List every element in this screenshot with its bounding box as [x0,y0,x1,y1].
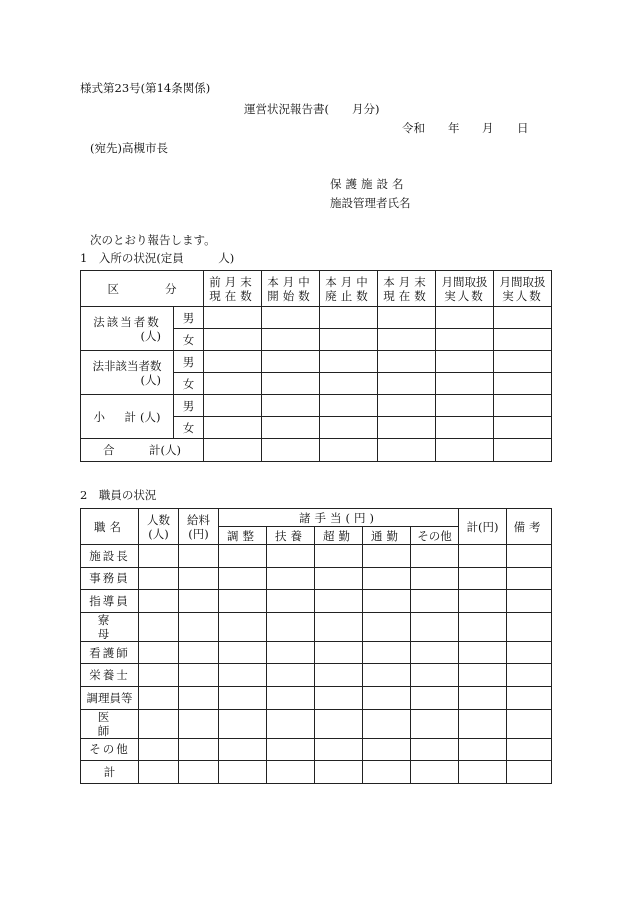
table-cell[interactable] [219,641,267,664]
gender-female: 女 [174,417,204,439]
table-cell[interactable] [363,686,411,709]
table-cell[interactable] [459,738,507,761]
gender-male: 男 [174,351,204,373]
table-cell[interactable] [139,664,179,687]
table-cell[interactable] [179,641,219,664]
table-cell[interactable] [179,545,219,568]
table-cell[interactable] [139,686,179,709]
table-cell[interactable] [459,567,507,590]
table-cell[interactable] [139,567,179,590]
table-cell[interactable] [219,545,267,568]
col-header-3: 本月中 廃止数 [320,271,378,307]
table-cell[interactable] [219,686,267,709]
table-cell[interactable] [139,590,179,613]
table-cell[interactable] [315,709,363,738]
table-cell[interactable] [262,417,320,439]
table-cell[interactable] [262,439,320,462]
row-label: 調理員等 [81,686,139,709]
col-header-4: 本月末 現在数 [378,271,436,307]
table-cell[interactable] [363,590,411,613]
table-cell[interactable] [378,307,436,329]
table-cell[interactable] [179,590,219,613]
table-cell[interactable] [179,709,219,738]
row-label: 指導員 [81,590,139,613]
table-cell[interactable] [507,738,552,761]
allowance-overtime: 超勤 [315,527,363,545]
group-label-applicable: 法該当者数 (人) [81,307,174,351]
table-cell[interactable] [315,641,363,664]
table-cell[interactable] [262,351,320,373]
table-cell[interactable] [378,417,436,439]
table-cell[interactable] [363,545,411,568]
table-cell[interactable] [459,761,507,784]
table-cell[interactable] [507,686,552,709]
table-cell[interactable] [267,664,315,687]
table-cell[interactable] [494,373,552,395]
table-cell[interactable] [507,612,552,641]
table-cell[interactable] [315,590,363,613]
table-cell[interactable] [378,351,436,373]
table-cell[interactable] [320,395,378,417]
table-cell[interactable] [204,307,262,329]
table-cell[interactable] [262,307,320,329]
table-cell[interactable] [267,709,315,738]
col-total-header: 計(円) [459,509,507,545]
table-cell[interactable] [411,738,459,761]
table-cell[interactable] [494,351,552,373]
row-label: 医師 [81,709,139,738]
table-cell[interactable] [320,351,378,373]
table-cell[interactable] [436,373,494,395]
table-cell[interactable] [219,709,267,738]
table-cell[interactable] [219,761,267,784]
table-cell[interactable] [378,439,436,462]
table-cell[interactable] [411,686,459,709]
table-cell[interactable] [507,761,552,784]
table-cell[interactable] [411,709,459,738]
table-cell[interactable] [411,641,459,664]
table-cell[interactable] [267,567,315,590]
table-cell[interactable] [204,395,262,417]
total-label: 合 計(人) [81,439,204,462]
table-cell[interactable] [320,417,378,439]
table-cell[interactable] [204,439,262,462]
table-cell[interactable] [320,439,378,462]
table-cell[interactable] [179,738,219,761]
table-cell[interactable] [267,612,315,641]
allowance-adjust: 調整 [219,527,267,545]
table-cell[interactable] [204,351,262,373]
table-cell[interactable] [494,329,552,351]
table-cell[interactable] [267,641,315,664]
table-cell[interactable] [139,709,179,738]
table-cell[interactable] [267,545,315,568]
table-cell[interactable] [459,545,507,568]
table-cell[interactable] [204,329,262,351]
table-cell[interactable] [315,545,363,568]
allowance-family: 扶養 [267,527,315,545]
table-cell[interactable] [436,439,494,462]
table-cell[interactable] [436,329,494,351]
row-label: その他 [81,738,139,761]
table-cell[interactable] [262,329,320,351]
date-era: 令和 [402,121,425,135]
table-cell[interactable] [320,329,378,351]
manager-name-label: 施設管理者氏名 [330,196,411,210]
table-cell[interactable] [219,664,267,687]
table-cell[interactable] [363,738,411,761]
table-cell[interactable] [219,567,267,590]
table-cell[interactable] [315,612,363,641]
col-count-header: 人数 (人) [139,509,179,545]
table-cell[interactable] [411,761,459,784]
table-cell[interactable] [507,664,552,687]
table-cell[interactable] [411,664,459,687]
table-cell[interactable] [139,545,179,568]
table-cell[interactable] [378,395,436,417]
table-cell[interactable] [179,664,219,687]
table-cell[interactable] [494,395,552,417]
table-cell[interactable] [507,590,552,613]
table-cell[interactable] [507,545,552,568]
table-cell[interactable] [179,686,219,709]
table-cell[interactable] [363,567,411,590]
table-cell[interactable] [411,590,459,613]
table-cell[interactable] [204,417,262,439]
col-header-1: 前月末 現在数 [204,271,262,307]
row-label: 事務員 [81,567,139,590]
form-number: 様式第23号(第14条関係) [80,81,211,95]
table-cell[interactable] [363,709,411,738]
table-cell[interactable] [494,417,552,439]
admission-status-table [80,270,552,462]
table-cell[interactable] [411,567,459,590]
table-cell[interactable] [363,664,411,687]
date-year: 年 [448,121,460,135]
gender-male: 男 [174,307,204,329]
section2-title: 2 職員の状況 [80,488,157,502]
table-cell[interactable] [436,351,494,373]
table-cell[interactable] [494,307,552,329]
document-title: 運営状況報告書( 月分) [244,102,380,116]
table-cell[interactable] [139,738,179,761]
table-cell[interactable] [459,590,507,613]
gender-female: 女 [174,329,204,351]
table-cell[interactable] [139,761,179,784]
table-cell[interactable] [315,664,363,687]
table-cell[interactable] [320,373,378,395]
table-cell[interactable] [179,612,219,641]
row-label: 寮母 [81,612,139,641]
corner-header: 区 分 [81,271,204,307]
table-cell[interactable] [219,590,267,613]
gender-male: 男 [174,395,204,417]
table-cell[interactable] [459,686,507,709]
allowance-other: その他 [411,527,459,545]
table-cell[interactable] [267,590,315,613]
table-cell[interactable] [507,709,552,738]
table-cell[interactable] [363,761,411,784]
row-label: 栄養士 [81,664,139,687]
row-label: 看護師 [81,641,139,664]
allowance-commute: 通勤 [363,527,411,545]
table-cell[interactable] [436,395,494,417]
table-cell[interactable] [219,738,267,761]
intro-text: 次のとおり報告します。 [90,233,216,247]
col-header-5: 月間取扱 実人数 [436,271,494,307]
table-cell[interactable] [139,641,179,664]
table-cell[interactable] [179,761,219,784]
addressee: (宛先)高槻市長 [90,141,168,155]
table-cell[interactable] [267,686,315,709]
col-remarks-header: 備考 [507,509,552,545]
table-cell[interactable] [315,567,363,590]
table-cell[interactable] [262,373,320,395]
staff-status-table [80,508,552,784]
table-cell[interactable] [179,567,219,590]
table-cell[interactable] [436,307,494,329]
col-allowance-header: 諸手当(円) [219,509,459,527]
table-cell[interactable] [378,373,436,395]
table-cell[interactable] [320,307,378,329]
table-cell[interactable] [411,612,459,641]
col-salary-header: 給料 (円) [179,509,219,545]
group-label-non-applicable: 法非該当者数 (人) [81,351,174,395]
table-cell[interactable] [459,664,507,687]
table-cell[interactable] [267,738,315,761]
row-label-total: 計 [81,761,139,784]
table-cell[interactable] [262,395,320,417]
col-header-2: 本月中 開始数 [262,271,320,307]
date-day: 日 [517,121,529,135]
table-cell[interactable] [139,612,179,641]
table-cell[interactable] [267,761,315,784]
table-cell[interactable] [204,373,262,395]
table-cell[interactable] [315,761,363,784]
table-cell[interactable] [494,439,552,462]
facility-name-label: 保護施設名 [330,177,408,191]
table-cell[interactable] [315,686,363,709]
group-label-subtotal: 小 計(人) [81,395,174,439]
table-cell[interactable] [507,567,552,590]
gender-female: 女 [174,373,204,395]
table-cell[interactable] [363,641,411,664]
table-cell[interactable] [436,417,494,439]
table-cell[interactable] [378,329,436,351]
table-cell[interactable] [363,612,411,641]
table-cell[interactable] [459,641,507,664]
table-cell[interactable] [507,641,552,664]
table-cell[interactable] [315,738,363,761]
table-cell[interactable] [459,709,507,738]
col-job-header: 職名 [81,509,139,545]
col-header-6: 月間取扱 実人数 [494,271,552,307]
table-cell[interactable] [411,545,459,568]
table-cell[interactable] [459,612,507,641]
section1-title: 1 入所の状況(定員 人) [80,251,235,265]
row-label: 施設長 [81,545,139,568]
date-month: 月 [482,121,494,135]
table-cell[interactable] [219,612,267,641]
